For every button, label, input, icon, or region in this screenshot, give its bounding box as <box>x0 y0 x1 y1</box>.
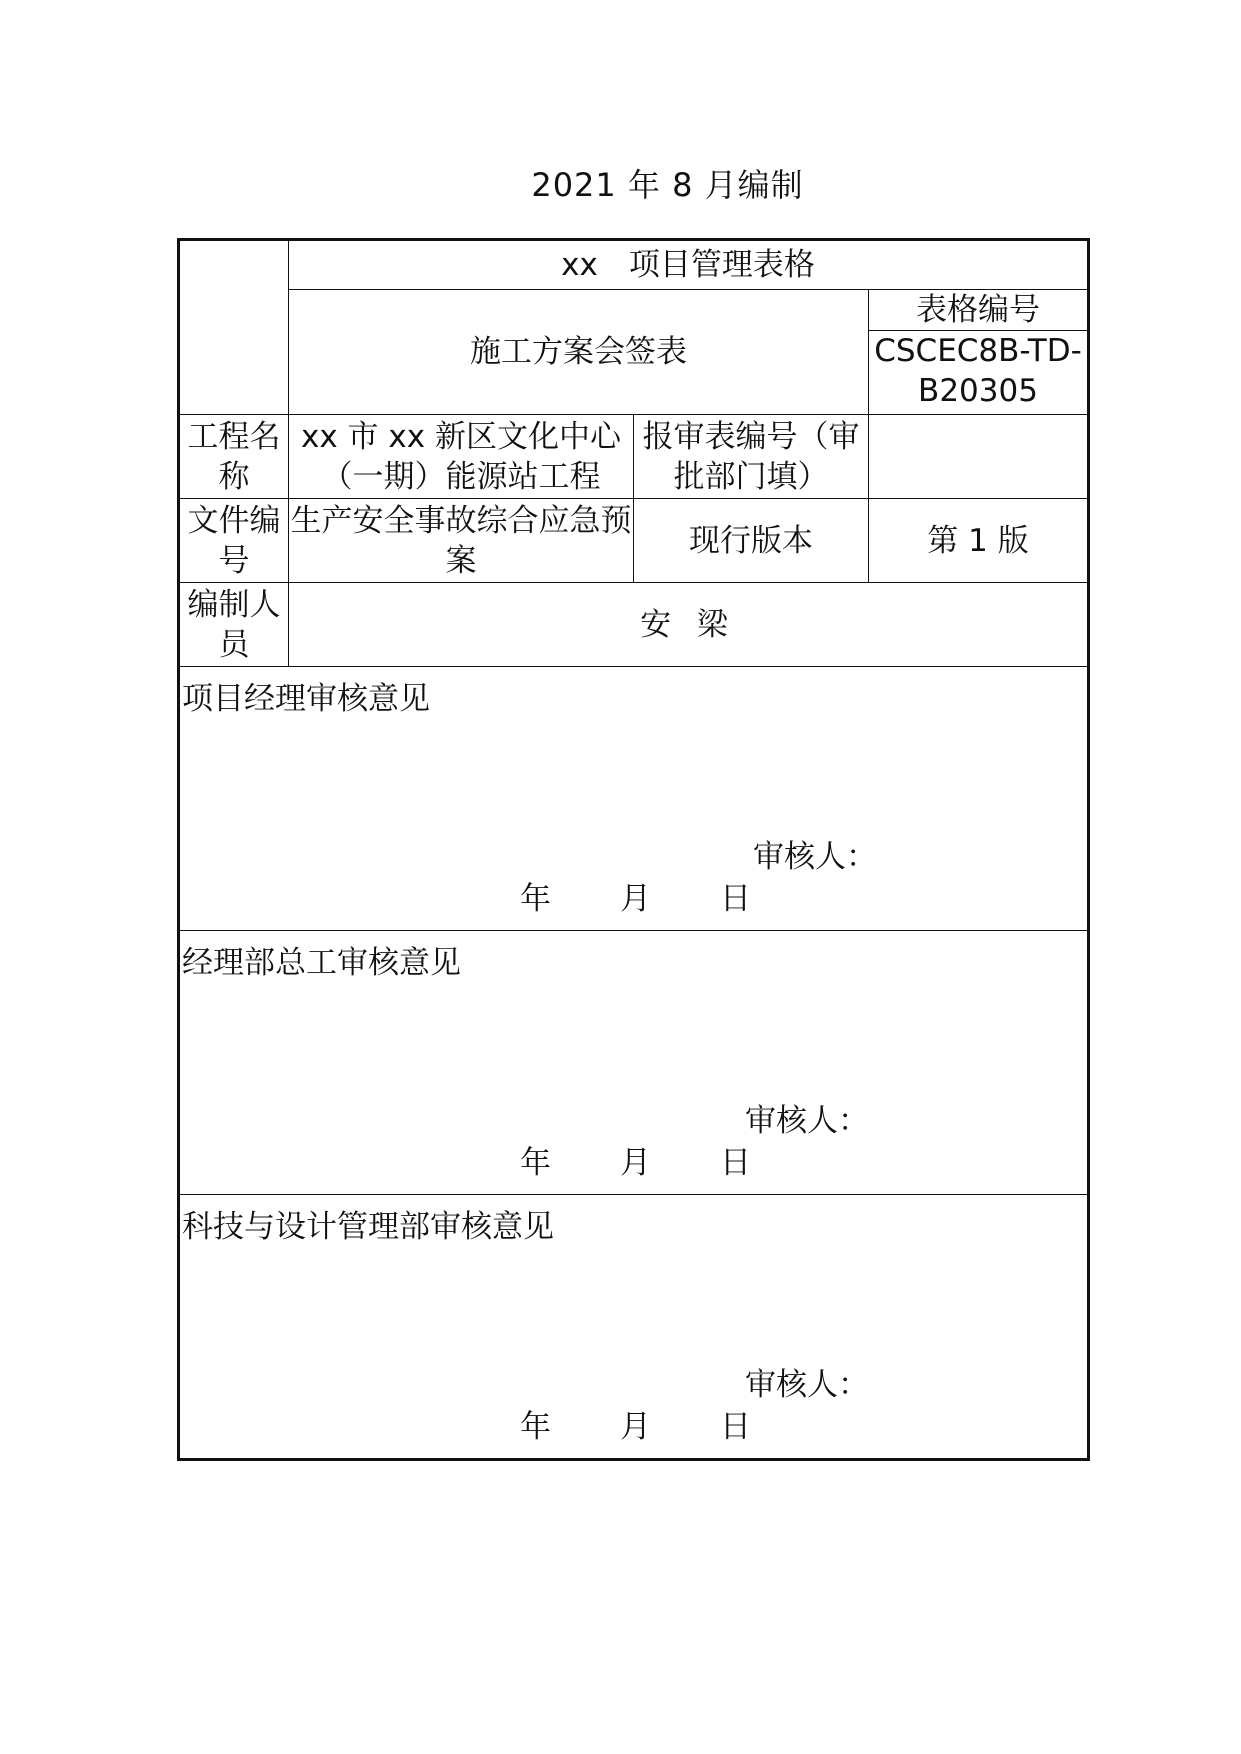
day-label: 日 <box>720 1409 751 1445</box>
report-number-label: 报审表编号（审批部门填） <box>634 415 869 499</box>
logo-cell-empty <box>179 240 289 415</box>
review-title: 经理部总工审核意见 <box>182 945 461 981</box>
author-label: 编制人员 <box>179 583 289 667</box>
form-number-value: CSCEC8B-TD-B20305 <box>874 333 1082 409</box>
month-label: 月 <box>620 881 651 917</box>
review-title: 科技与设计管理部审核意见 <box>182 1209 554 1245</box>
day-label: 日 <box>720 1145 751 1181</box>
signoff-form-table <box>177 238 1090 1461</box>
document-date: 2021 年 8 月编制 <box>531 166 804 204</box>
review-section-chief-engineer[interactable] <box>179 931 1089 1195</box>
project-form-title: xx 项目管理表格 <box>289 240 1089 290</box>
form-number-cell <box>869 290 1089 415</box>
project-name-label: 工程名称 <box>179 415 289 499</box>
form-name: 施工方案会签表 <box>289 290 869 415</box>
review-title: 项目经理审核意见 <box>182 681 430 717</box>
year-label: 年 <box>520 1409 551 1445</box>
report-number-value[interactable] <box>869 415 1089 499</box>
file-number-label: 文件编号 <box>179 499 289 583</box>
current-version-value: 第 1 版 <box>869 499 1089 583</box>
reviewer-label: 审核人： <box>753 839 877 875</box>
file-number-value: 生产安全事故综合应急预案 <box>289 499 634 583</box>
day-label: 日 <box>720 881 751 917</box>
year-label: 年 <box>520 881 551 917</box>
project-name-value: xx 市 xx 新区文化中心（一期）能源站工程 <box>289 415 634 499</box>
author-value: 安 梁 <box>289 583 1089 667</box>
year-label: 年 <box>520 1145 551 1181</box>
reviewer-label: 审核人： <box>745 1367 869 1403</box>
form-number-label: 表格编号 <box>869 290 1087 331</box>
month-label: 月 <box>620 1145 651 1181</box>
reviewer-label: 审核人： <box>745 1103 869 1139</box>
review-section-tech-design-dept[interactable] <box>179 1195 1089 1460</box>
month-label: 月 <box>620 1409 651 1445</box>
current-version-label: 现行版本 <box>634 499 869 583</box>
review-section-project-manager[interactable] <box>179 667 1089 931</box>
